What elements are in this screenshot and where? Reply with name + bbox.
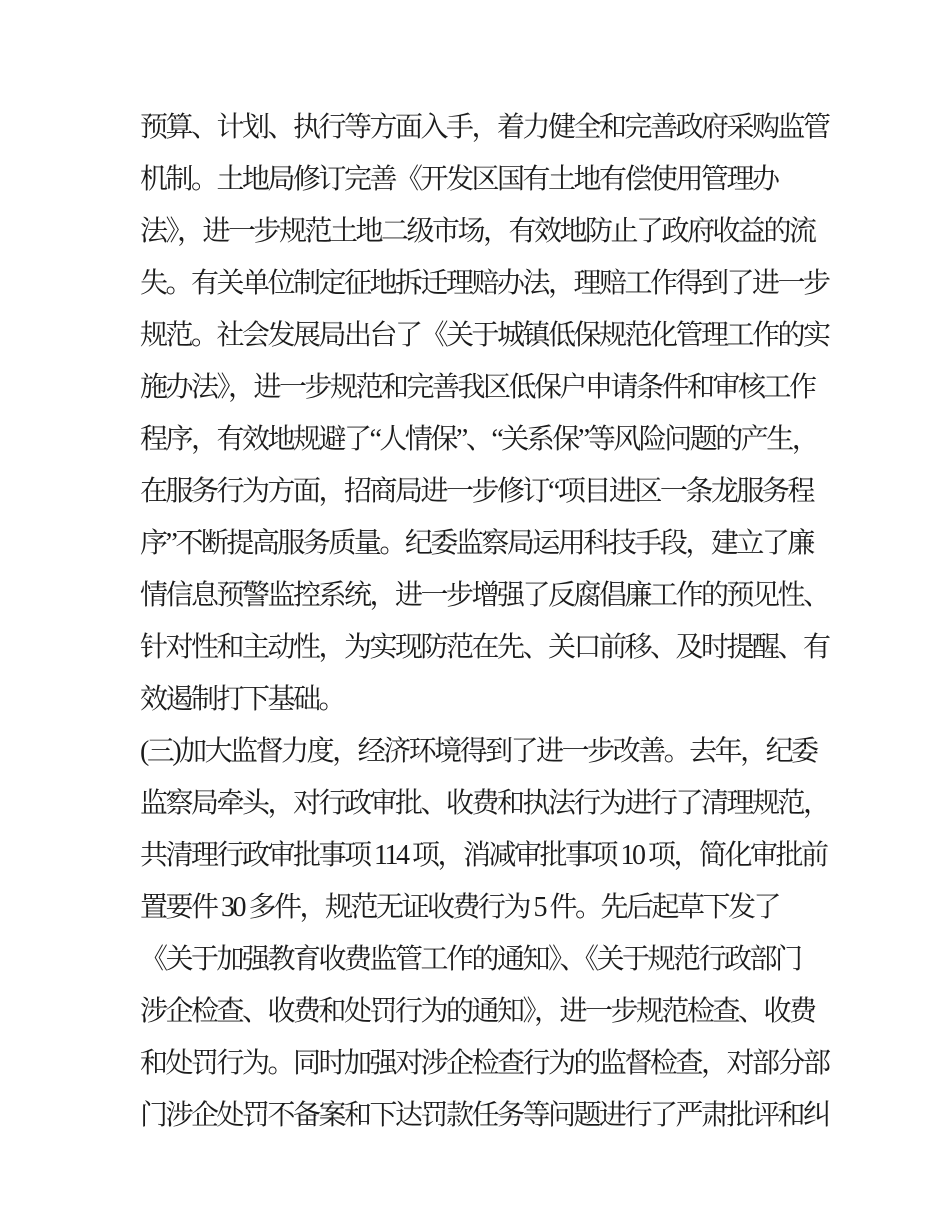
text-line: 针对性和主动性，为实现防范在先、关口前移、及时提醒、有 bbox=[140, 632, 829, 663]
text-line: 置要件 30 多件，规范无证收费行为 5 件。先后起草下发了 bbox=[140, 892, 780, 923]
text-line: 法》，进一步规范土地二级市场，有效地防止了政府收益的流 bbox=[140, 216, 815, 247]
text-line: 施办法》，进一步规范和完善我区低保户申请条件和审核工作 bbox=[140, 372, 815, 403]
text-line: 涉企检查、收费和处罚行为的通知》，进一步规范检查、收费 bbox=[140, 996, 815, 1027]
text-line: 门涉企处罚不备案和下达罚款任务等问题进行了严肃批评和纠 bbox=[140, 1100, 829, 1131]
text-line: 效遏制打下基础。 bbox=[140, 684, 345, 715]
text-line: 监察局牵头，对行政审批、收费和执法行为进行了清理规范， bbox=[140, 788, 829, 819]
text-line: 失。有关单位制定征地拆迁理赔办法，理赔工作得到了进一步 bbox=[140, 268, 829, 299]
text-line: 预算、计划、执行等方面入手，着力健全和完善政府采购监管 bbox=[140, 112, 829, 143]
text-line: 《关于加强教育收费监管工作的通知》、《关于规范行政部门 bbox=[140, 944, 801, 975]
paragraph-section-three bbox=[140, 726, 850, 1142]
text-line: 机制。土地局修订完善《开发区国有土地有偿使用管理办 bbox=[140, 164, 778, 195]
paragraph-continuation bbox=[140, 102, 850, 726]
text-line: (三)加大监督力度，经济环境得到了进一步改善。去年，纪委 bbox=[140, 736, 817, 767]
text-line: 规范。社会发展局出台了《关于城镇低保规范化管理工作的实 bbox=[140, 320, 829, 351]
text-line: 序”不断提高服务质量。纪委监察局运用科技手段，建立了廉 bbox=[140, 528, 813, 559]
text-line: 和处罚行为。同时加强对涉企检查行为的监督检查，对部分部 bbox=[140, 1048, 829, 1079]
text-column bbox=[140, 102, 850, 1142]
text-line: 共清理行政审批事项 114 项，消减审批事项 10 项，简化审批前 bbox=[140, 840, 827, 871]
text-line: 在服务行为方面，招商局进一步修订“项目进区一条龙服务程 bbox=[140, 476, 813, 507]
text-line: 情信息预警监控系统，进一步增强了反腐倡廉工作的预见性、 bbox=[140, 580, 829, 611]
text-line: 程序，有效地规避了“人情保”、“关系保”等风险问题的产生， bbox=[140, 424, 818, 455]
